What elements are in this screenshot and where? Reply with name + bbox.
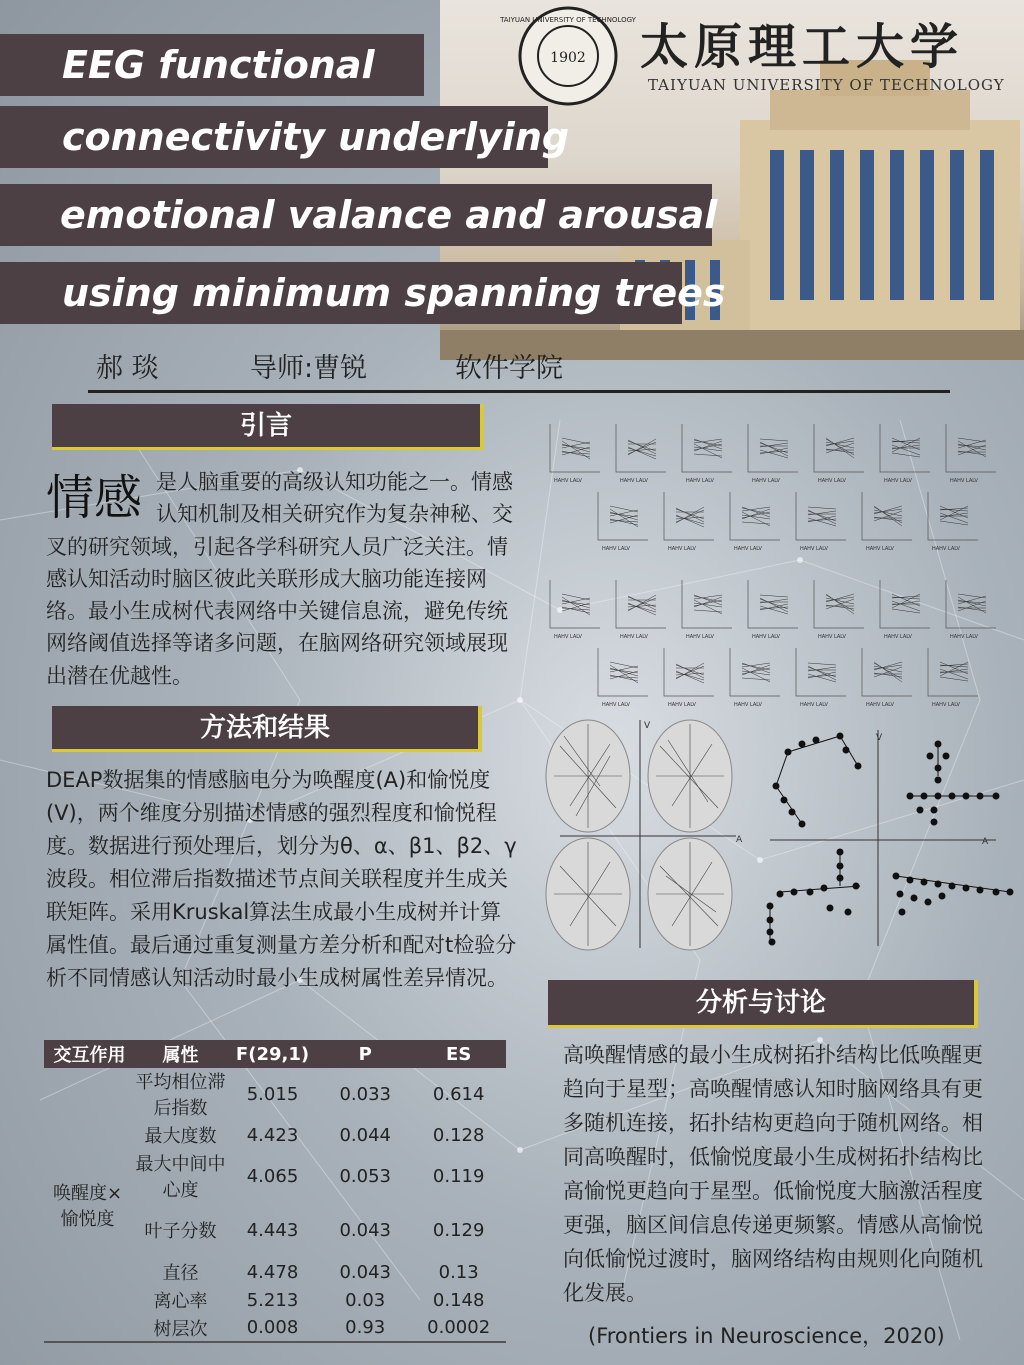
small-plot-10 [730,492,780,552]
methods-text: DEAP数据集的情感脑电分为唤醒度(A)和愉悦度(V)，两个维度分别描述情感的强烈程度和愉悦程度。数据进行预处理后，划分为θ、α、β1、β2、γ波段。相位滞后指数描述节点间关联程度并生成关联矩阵。采用Kruskal算法生成最小生成树并计算属性值。最后通过重复测量方差分析和配对t检验分析不同情感认知活动时最小生成树属性差异情况。 [46,768,517,990]
small-plot-xlabel: HAHV LALV [752,478,780,484]
small-plot-xlabel: HAHV LALV [734,546,762,552]
title-line-2: connectivity underlying [0,106,548,168]
brain-map-4 [648,838,732,950]
p-cell: 0.053 [339,1165,391,1187]
small-plot-xlabel: HAHV LALV [866,546,894,552]
svg-text:1902: 1902 [550,50,586,66]
es-cell: 0.13 [438,1261,479,1283]
small-plot-5 [814,424,864,484]
reference-citation: (Frontiers in Neuroscience，2020) [588,1324,945,1348]
author-advisor: 导师:曹锐 [250,353,368,384]
small-plot-15 [616,580,666,640]
attr-cell: 离心率 [153,1291,208,1312]
attr-cell: 最大中间中心度 [135,1154,226,1201]
brain-map-2 [648,720,732,832]
small-plot-11 [796,492,846,552]
small-plot-xlabel: HAHV LALV [818,478,846,484]
small-plot-1 [550,424,600,484]
small-plot-9 [664,492,714,552]
small-plot-xlabel: HAHV LALV [866,702,894,708]
small-plot-6 [880,424,930,484]
small-plot-xlabel: HAHV LALV [686,478,714,484]
small-plot-xlabel: HAHV LALV [950,634,978,640]
small-plot-xlabel: HAHV LALV [884,478,912,484]
p-cell: 0.03 [345,1289,386,1311]
table-row [44,1068,506,1120]
attr-cell: 最大度数 [144,1126,217,1147]
es-cell: 0.148 [432,1289,485,1311]
small-plot-3 [682,424,732,484]
title-line-4: using minimum spanning trees [0,262,682,324]
f-cell: 0.008 [246,1317,299,1338]
small-plot-xlabel: HAHV LALV [668,702,696,708]
methods-heading: 方法和结果 [52,706,482,752]
axis-v-label-left: V [644,721,651,731]
small-plot-8 [598,492,648,552]
stats-table [44,1040,506,1343]
f-cell: 4.443 [246,1219,299,1241]
attr-cell: 树层次 [153,1318,208,1340]
small-plot-xlabel: HAHV LALV [602,546,630,552]
axis-a-label-right: A [982,837,989,847]
small-plot-xlabel: HAHV LALV [818,634,846,640]
col-header-attribute: 属性 [135,1040,226,1068]
intro-heading: 引言 [52,404,484,450]
author-school: 软件学院 [455,353,563,384]
col-header-p: P [319,1040,411,1068]
f-cell: 4.065 [246,1165,299,1187]
intro-big-char: 情感 [46,470,143,526]
p-cell: 0.043 [339,1219,391,1241]
f-cell: 4.478 [246,1261,299,1283]
small-plot-2 [616,424,666,484]
small-plot-xlabel: HAHV LALV [884,634,912,640]
brain-map-1 [546,720,630,832]
f-cell: 5.213 [246,1289,299,1311]
p-cell: 0.043 [339,1261,391,1283]
p-cell: 0.044 [339,1124,391,1146]
title-line-3: emotional valance and arousal [0,184,712,246]
small-plot-26 [928,648,978,708]
small-plot-25 [862,648,912,708]
small-plot-xlabel: HAHV LALV [800,702,828,708]
small-plot-xlabel: HAHV LALV [620,634,648,640]
f-cell: 4.423 [246,1124,299,1146]
discussion-text: 高唤醒情感的最小生成树拓扑结构比低唤醒更趋向于星型；高唤醒情感认知时脑网络具有更多随机连接，拓扑结构更趋向于随机网络。相同高唤醒时，低愉悦度最小生成树拓扑结构比高愉悦更趋向于星型。低愉悦度大脑激活程度更强，脑区间信息传递更频繁。情感从高愉悦向低愉悦过渡时，脑网络结构由规则化向随机化发展。 [563,1043,983,1305]
col-header-es: ES [411,1040,506,1068]
title-line-1: EEG functional [0,34,424,96]
small-plot-13 [928,492,978,552]
intro-text: 是人脑重要的高级认知功能之一。情感认知机制及相关研究作为复杂神秘、交叉的研究领域，引起各学科研究人员广泛关注。情感认知活动时脑区彼此关联形成大脑功能连接网络。最小生成树代表网络中关键信息流，避免传统网络阈值选择等诸多问题，在脑网络研究领域展现出潜在优越性。 [46,470,514,688]
es-cell: 0.119 [432,1165,485,1187]
p-cell: 0.033 [339,1083,391,1105]
small-plot-23 [730,648,780,708]
f-cell: 5.015 [246,1083,299,1105]
small-plot-20 [946,580,996,640]
small-plot-xlabel: HAHV LALV [554,478,582,484]
brain-map-3 [546,838,630,950]
intro-paragraph [46,466,514,692]
small-plot-xlabel: HAHV LALV [554,634,582,640]
table-header-row [44,1040,506,1068]
small-plot-xlabel: HAHV LALV [620,478,648,484]
attr-cell: 直径 [162,1263,199,1284]
small-plot-xlabel: HAHV LALV [686,634,714,640]
university-name-cn: 太原理工大学 [640,19,965,75]
small-plot-24 [796,648,846,708]
small-plot-12 [862,492,912,552]
small-plot-21 [598,648,648,708]
discussion-heading: 分析与讨论 [548,980,978,1028]
small-plot-17 [748,580,798,640]
header-divider [88,390,950,393]
es-cell: 0.128 [432,1124,485,1146]
es-cell: 0.614 [432,1083,485,1105]
university-seal-icon [500,4,636,108]
svg-text:TAIYUAN UNIVERSITY OF TECHNOLO: TAIYUAN UNIVERSITY OF TECHNOLOGY [500,16,636,24]
small-plot-xlabel: HAHV LALV [668,546,696,552]
small-plot-16 [682,580,732,640]
p-cell: 0.93 [345,1317,386,1338]
small-plot-7 [946,424,996,484]
interaction-cell: 唤醒度×愉悦度 [52,1182,123,1230]
attr-cell: 平均相位滞后指数 [135,1072,226,1119]
small-plot-18 [814,580,864,640]
small-plot-xlabel: HAHV LALV [932,702,960,708]
small-plot-xlabel: HAHV LALV [932,546,960,552]
mst-property-plots-figure [540,414,1010,714]
attr-cell: 叶子分数 [144,1221,217,1242]
author-student: 郝 琰 [96,353,159,384]
small-plot-xlabel: HAHV LALV [800,546,828,552]
small-plot-xlabel: HAHV LALV [752,634,780,640]
small-plot-14 [550,580,600,640]
col-header-interaction: 交互作用 [44,1040,135,1068]
brain-network-figure [540,716,1020,952]
es-cell: 0.0002 [427,1317,491,1338]
small-plot-4 [748,424,798,484]
small-plot-22 [664,648,714,708]
small-plot-19 [880,580,930,640]
small-plot-xlabel: HAHV LALV [734,702,762,708]
es-cell: 0.129 [432,1219,485,1241]
col-header-f: F(29,1) [226,1040,319,1068]
university-name-en: TAIYUAN UNIVERSITY OF TECHNOLOGY [648,76,1005,94]
mst-tree-diagrams [767,733,1013,945]
axis-a-label-left: A [736,835,743,845]
axis-v-label-right: V [876,733,883,743]
small-plot-xlabel: HAHV LALV [602,702,630,708]
small-plot-xlabel: HAHV LALV [950,478,978,484]
